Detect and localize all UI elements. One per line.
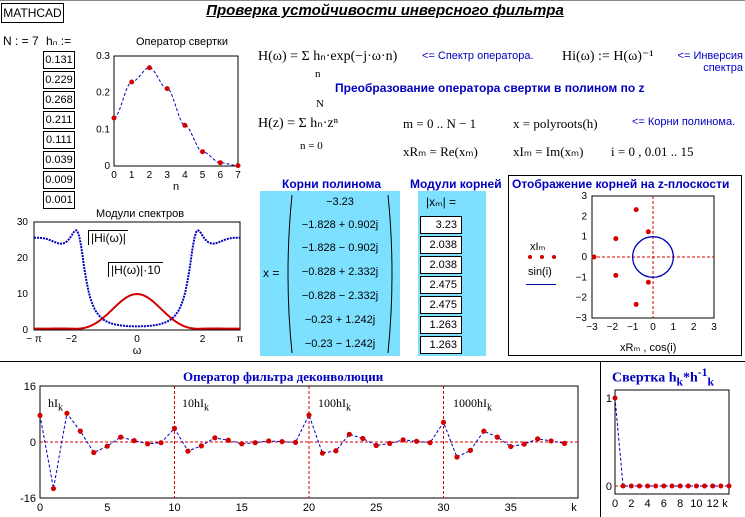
x-tick-label: 0 xyxy=(650,322,656,333)
y-tick-label: 20 xyxy=(16,253,28,264)
deconv-point xyxy=(37,413,42,418)
deconv-label-1-text: hI xyxy=(48,396,58,410)
operator-point xyxy=(236,163,241,168)
deconv-label-4-sub: k xyxy=(487,402,492,414)
y-tick-label: 10 xyxy=(16,289,28,300)
root-point xyxy=(613,236,618,241)
root-point xyxy=(634,207,639,212)
deconv-point xyxy=(145,441,150,446)
x-tick-label: 10 xyxy=(168,502,181,514)
root-point xyxy=(634,302,639,307)
y-tick-label: 0.2 xyxy=(96,87,110,99)
deconv-point xyxy=(172,426,177,431)
x-tick-label: 10 xyxy=(690,498,703,510)
zplane-legend-2: sin(i) xyxy=(528,266,552,278)
deconv-point xyxy=(360,436,365,441)
x-tick-label: 7 xyxy=(235,170,241,181)
y-tick-label: 1 xyxy=(605,393,612,405)
xre-def: xRₘ = Re(xₘ) xyxy=(403,144,478,159)
roots-header: Корни полинома xyxy=(282,177,382,191)
deconv-point xyxy=(468,448,473,453)
y-tick-label: −1 xyxy=(575,272,587,284)
deconv-point xyxy=(387,441,392,446)
modulus-cell: 1.263 xyxy=(420,336,462,354)
hn-cell: 0.229 xyxy=(43,71,75,89)
x-tick-label: 6 xyxy=(660,498,667,510)
y-tick-label: 16 xyxy=(23,381,36,393)
conv-point xyxy=(678,484,683,489)
spectra-label-hi: |Hi(ω)| xyxy=(88,230,128,245)
x-tick-label: π xyxy=(236,334,244,345)
deconv-point xyxy=(347,432,352,437)
y-tick-label: 0 xyxy=(605,481,612,493)
zplane-chart xyxy=(566,188,741,356)
operator-point xyxy=(218,160,223,165)
deconv-point xyxy=(253,440,258,445)
xim-def: xIₘ = Im(xₘ) xyxy=(513,144,584,159)
deconv-point xyxy=(212,435,217,440)
deconv-point xyxy=(454,454,459,459)
hn-label: hₙ := xyxy=(46,34,72,48)
x-tick-label: 0 xyxy=(611,498,619,510)
conv-frame xyxy=(615,390,729,494)
deconv-label-1 xyxy=(48,396,63,413)
y-tick-label: -16 xyxy=(20,493,36,505)
x-axis-label: k xyxy=(722,498,728,510)
deconv-point xyxy=(199,443,204,448)
conv-line xyxy=(615,398,729,486)
root-value: −0.828 + 2.332j xyxy=(301,266,379,278)
root-value: −1.828 − 0.902j xyxy=(301,242,379,254)
spectrum-sum-index: n xyxy=(315,68,321,80)
x-tick-label: 12 xyxy=(706,498,719,510)
m-range: m = 0 .. N − 1 xyxy=(403,116,477,131)
x-tick-label: 35 xyxy=(504,502,517,514)
root-value: −1.828 + 0.902j xyxy=(301,219,379,231)
moduli-column xyxy=(418,216,466,356)
hn-cell: 0.131 xyxy=(43,51,75,69)
y-tick-label: 30 xyxy=(16,217,28,228)
x-tick-label: − π xyxy=(26,334,42,345)
conv-point xyxy=(686,484,691,489)
deconv-point xyxy=(78,429,83,434)
y-tick-label: 0.1 xyxy=(96,124,110,136)
deconv-point xyxy=(105,444,110,449)
series-h-line xyxy=(34,294,240,329)
operator-point xyxy=(182,123,187,128)
operator-point xyxy=(200,149,205,154)
x-tick-label: 2 xyxy=(628,498,635,510)
x-tick-label: 0 xyxy=(36,502,44,514)
zplane-legend-line xyxy=(526,284,556,285)
operator-point xyxy=(129,80,134,85)
x-tick-label: 15 xyxy=(235,502,248,514)
conv-title-star: *h xyxy=(683,370,698,386)
x-tick-label: 25 xyxy=(370,502,383,514)
conv-point xyxy=(645,484,650,489)
spectra-title: Модули спектров xyxy=(96,208,185,220)
x-tick-label: 4 xyxy=(644,498,651,510)
modulus-cell: 2.475 xyxy=(420,296,462,314)
moduli-header: Модули корней xyxy=(410,177,502,191)
conv-point xyxy=(710,484,715,489)
deconv-label-2-text: 10hI xyxy=(182,396,204,410)
conv-point xyxy=(613,396,618,401)
hn-cell: 0.211 xyxy=(43,111,75,129)
roots-note: <= Корни полинома. xyxy=(632,116,736,128)
deconv-point xyxy=(185,449,190,454)
deconv-point xyxy=(226,438,231,443)
operator-chart-frame xyxy=(114,56,238,166)
y-tick-label: 2 xyxy=(581,211,587,223)
section-divider xyxy=(0,361,745,362)
operator-chart-title: Оператор свертки xyxy=(135,36,229,48)
conv-title-main: Свертка h xyxy=(612,370,677,386)
x-tick-label: 0 xyxy=(111,170,117,181)
y-tick-label: 1 xyxy=(581,231,587,243)
conv-point xyxy=(718,484,723,489)
moduli-label: |xₘ| = xyxy=(426,195,457,209)
transform-header: Преобразование оператора свертки в полином по z xyxy=(335,81,645,95)
roots-x-label: x = xyxy=(263,266,280,280)
deconv-point xyxy=(333,448,338,453)
deconv-point xyxy=(158,440,163,445)
modulus-cell: 2.038 xyxy=(420,236,462,254)
x-tick-label: 1 xyxy=(128,170,135,181)
x-tick-label: 2 xyxy=(146,170,153,181)
zplane-legend-1: xIₘ xyxy=(530,241,546,253)
deconv-point xyxy=(91,450,96,455)
conv-point xyxy=(637,484,642,489)
operator-point xyxy=(147,65,152,70)
deconv-chart xyxy=(0,380,598,517)
y-tick-label: 3 xyxy=(581,191,587,202)
deconv-point xyxy=(306,412,311,417)
spectra-label-h: |H(ω)|·10 xyxy=(108,262,163,277)
deconv-point xyxy=(132,438,137,443)
deconv-label-2 xyxy=(182,396,209,413)
modulus-cell: 2.038 xyxy=(420,256,462,274)
hn-cell: 0.268 xyxy=(43,91,75,109)
x-tick-label: −2 xyxy=(65,334,78,345)
deconv-point xyxy=(441,420,446,425)
conv-point xyxy=(653,484,658,489)
deconv-point xyxy=(495,435,500,440)
poly-top: N xyxy=(316,98,324,110)
modulus-cell: 3.23 xyxy=(420,216,462,234)
deconv-point xyxy=(427,440,432,445)
poly-bottom: n = 0 xyxy=(300,140,323,152)
deconv-point xyxy=(239,441,244,446)
deconv-point xyxy=(401,437,406,442)
spectrum-formula: H(ω) = Σ hₙ·exp(−j·ω·n) xyxy=(258,49,398,64)
inverse-note-line-1: <= Инверсия xyxy=(677,50,743,62)
y-tick-label: 0 xyxy=(22,325,28,336)
deconv-point xyxy=(266,438,271,443)
conv-point xyxy=(694,484,699,489)
operator-chart xyxy=(90,48,250,198)
y-tick-label: 0 xyxy=(581,252,587,263)
modulus-cell: 2.475 xyxy=(420,276,462,294)
deconv-label-2-sub: k xyxy=(204,402,209,414)
deconv-point xyxy=(293,440,298,445)
x-tick-label: 0 xyxy=(134,334,140,345)
deconv-title: Оператор фильтра деконволюции xyxy=(183,369,384,384)
conv-point xyxy=(702,484,707,489)
deconv-point xyxy=(51,486,56,491)
deconv-point xyxy=(508,444,513,449)
x-tick-label: 2 xyxy=(199,334,206,345)
hn-cell: 0.009 xyxy=(43,171,75,189)
top-border xyxy=(0,0,745,1)
x-tick-label: 5 xyxy=(199,170,206,181)
root-point xyxy=(646,280,651,285)
page-title: Проверка устойчивости инверсного фильтра xyxy=(206,2,564,19)
operator-point xyxy=(165,86,170,91)
root-point xyxy=(592,255,597,260)
x-tick-label: −1 xyxy=(626,322,639,333)
deconv-point xyxy=(549,438,554,443)
inverse-note xyxy=(663,50,743,74)
root-value: −3.23 xyxy=(326,196,354,208)
inverse-formula: Hi(ω) := H(ω)⁻¹ xyxy=(562,49,654,64)
inverse-note-line-2: спектра xyxy=(703,62,743,74)
roots-panel xyxy=(260,191,400,356)
x-tick-label: −2 xyxy=(606,322,619,333)
y-tick-label: 0 xyxy=(104,161,110,172)
y-tick-label: 0 xyxy=(29,437,36,449)
x-tick-label: 5 xyxy=(104,502,111,514)
hn-cell: 0.111 xyxy=(43,131,75,149)
y-tick-label: −3 xyxy=(575,313,587,324)
deconv-point xyxy=(64,411,69,416)
x-axis-label: n xyxy=(172,181,180,193)
conv-point xyxy=(661,484,666,489)
x-tick-label: 6 xyxy=(217,170,224,181)
conv-title-sub1: k xyxy=(676,375,683,389)
zplane-xlabel: xRₘ , cos(i) xyxy=(620,342,677,354)
x-tick-label: 30 xyxy=(437,502,450,514)
conv-point xyxy=(629,484,634,489)
root-value: −0.23 + 1.242j xyxy=(304,314,376,326)
x-tick-label: 20 xyxy=(302,502,316,514)
x-tick-label: 3 xyxy=(711,322,717,333)
mathcad-badge: MATHCAD xyxy=(1,3,64,23)
i-range: i = 0 , 0.01 .. 15 xyxy=(611,144,694,159)
x-tick-label: 1 xyxy=(670,322,677,333)
deconv-label-1-sub: k xyxy=(58,402,63,414)
root-point xyxy=(646,229,651,234)
deconv-point xyxy=(481,429,486,434)
root-value: −0.828 − 2.332j xyxy=(301,290,379,302)
deconv-label-3-sub: k xyxy=(346,402,351,414)
poly-formula: H(z) = Σ hₙ·zⁿ xyxy=(258,116,339,131)
x-axis-label: k xyxy=(571,502,577,514)
n-label: N : = 7 xyxy=(3,34,39,48)
deconv-point xyxy=(280,439,285,444)
x-tick-label: 4 xyxy=(182,170,188,181)
deconv-label-4 xyxy=(453,396,492,413)
root-point xyxy=(613,273,618,278)
deconv-label-4-text: 1000hI xyxy=(453,396,487,410)
deconv-point xyxy=(535,436,540,441)
x-tick-label: 3 xyxy=(164,170,170,181)
zplane-header: Отображение корней на z-плоскости xyxy=(512,177,730,191)
x-def: x = polyroots(h) xyxy=(513,116,598,131)
conv-title-sup: -1 xyxy=(697,366,708,379)
deconv-point xyxy=(118,435,123,440)
hn-cell: 0.039 xyxy=(43,151,75,169)
conv-point xyxy=(727,484,732,489)
deconv-point xyxy=(562,441,567,446)
deconv-point xyxy=(522,442,527,447)
deconv-label-3 xyxy=(318,396,351,413)
x-tick-label: 8 xyxy=(677,498,684,510)
y-tick-label: −2 xyxy=(575,292,587,304)
conv-title-sub2: k xyxy=(707,375,714,389)
hn-cell: 0.001 xyxy=(43,191,75,209)
spectrum-note: <= Спектр оператора. xyxy=(422,50,534,62)
deconv-point xyxy=(374,443,379,448)
y-tick-label: 0.3 xyxy=(96,51,110,62)
series-hi-line xyxy=(34,230,240,326)
deconv-point xyxy=(414,439,419,444)
x-tick-label: −3 xyxy=(586,322,598,333)
conv-point xyxy=(670,484,675,489)
modulus-cell: 1.263 xyxy=(420,316,462,334)
deconv-line xyxy=(40,413,565,488)
conv-point xyxy=(621,484,626,489)
deconv-label-3-text: 100hI xyxy=(318,396,346,410)
zplane-legend-dots xyxy=(524,252,560,262)
operator-point xyxy=(112,115,117,120)
moduli-panel xyxy=(418,191,486,356)
conv-chart xyxy=(601,384,745,517)
x-axis-label: ω xyxy=(132,345,142,357)
deconv-point xyxy=(320,451,325,456)
hn-vector xyxy=(43,51,75,209)
x-tick-label: 2 xyxy=(690,322,697,333)
root-value: −0.23 − 1.242j xyxy=(304,338,376,350)
